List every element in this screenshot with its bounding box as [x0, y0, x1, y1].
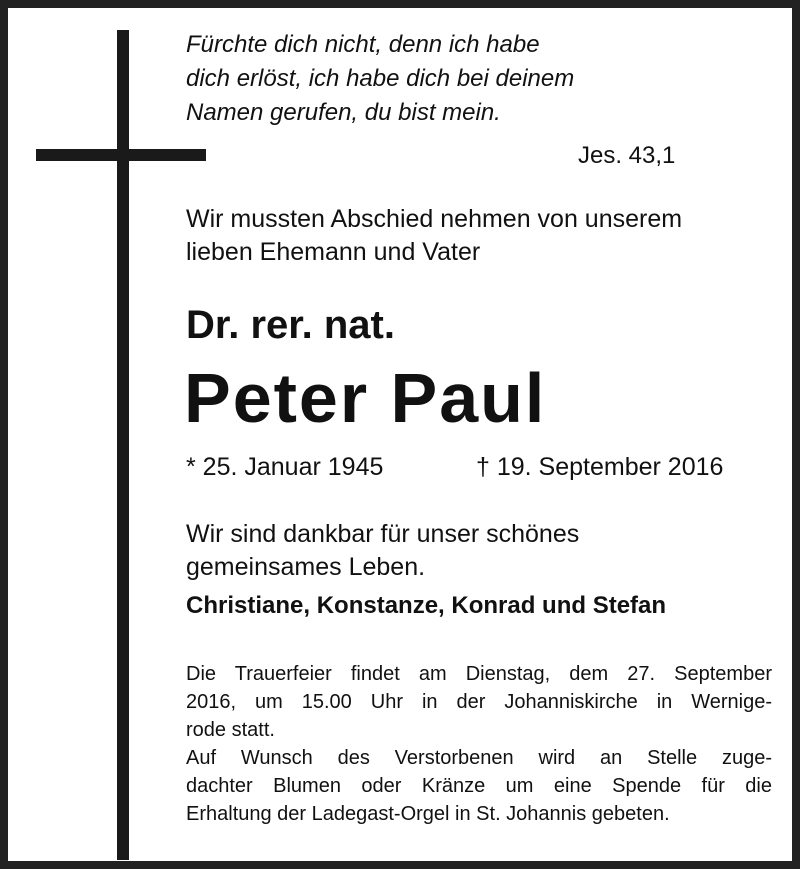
ceremony-line-1: Die Trauerfeier findet am Dienstag, dem 27. September	[186, 663, 772, 685]
gratitude-line-1: Wir sind dankbar für unser schönes	[186, 520, 580, 548]
death-date: † 19. September 2016	[476, 453, 724, 481]
farewell-text	[186, 203, 682, 269]
cross-bar	[36, 149, 206, 161]
farewell-line-1: Wir mussten Abschied nehmen von unserem	[186, 205, 683, 233]
verse-line-2: dich erlöst, ich habe dich bei deinem	[186, 65, 575, 92]
ceremony-line-2: 2016, um 15.00 Uhr in der Johanniskirche in Wernige-	[186, 691, 772, 713]
ceremony-line-3: rode statt.	[186, 719, 275, 741]
ceremony-info	[186, 660, 772, 828]
gratitude-line-2: gemeinsames Leben.	[186, 553, 426, 581]
verse-line-3: Namen gerufen, du bist mein.	[186, 99, 501, 126]
donation-line-3: Erhaltung der Ladegast-Orgel in St. Johannis gebeten.	[186, 803, 670, 825]
deceased-name: Peter Paul	[184, 359, 547, 437]
gratitude-text	[186, 518, 579, 584]
verse-reference: Jes. 43,1	[578, 142, 676, 169]
donation-line-2: dachter Blumen oder Kränze um eine Spende für die	[186, 775, 772, 797]
farewell-line-2: lieben Ehemann und Vater	[186, 238, 481, 266]
academic-title: Dr. rer. nat.	[186, 303, 395, 347]
birth-date: * 25. Januar 1945	[186, 453, 384, 481]
verse-line-1: Fürchte dich nicht, denn ich habe	[186, 31, 540, 58]
bible-verse	[186, 28, 574, 130]
donation-line-1: Auf Wunsch des Verstorbenen wird an Stelle zuge-	[186, 747, 772, 769]
family-names: Christiane, Konstanze, Konrad und Stefan	[186, 592, 667, 619]
